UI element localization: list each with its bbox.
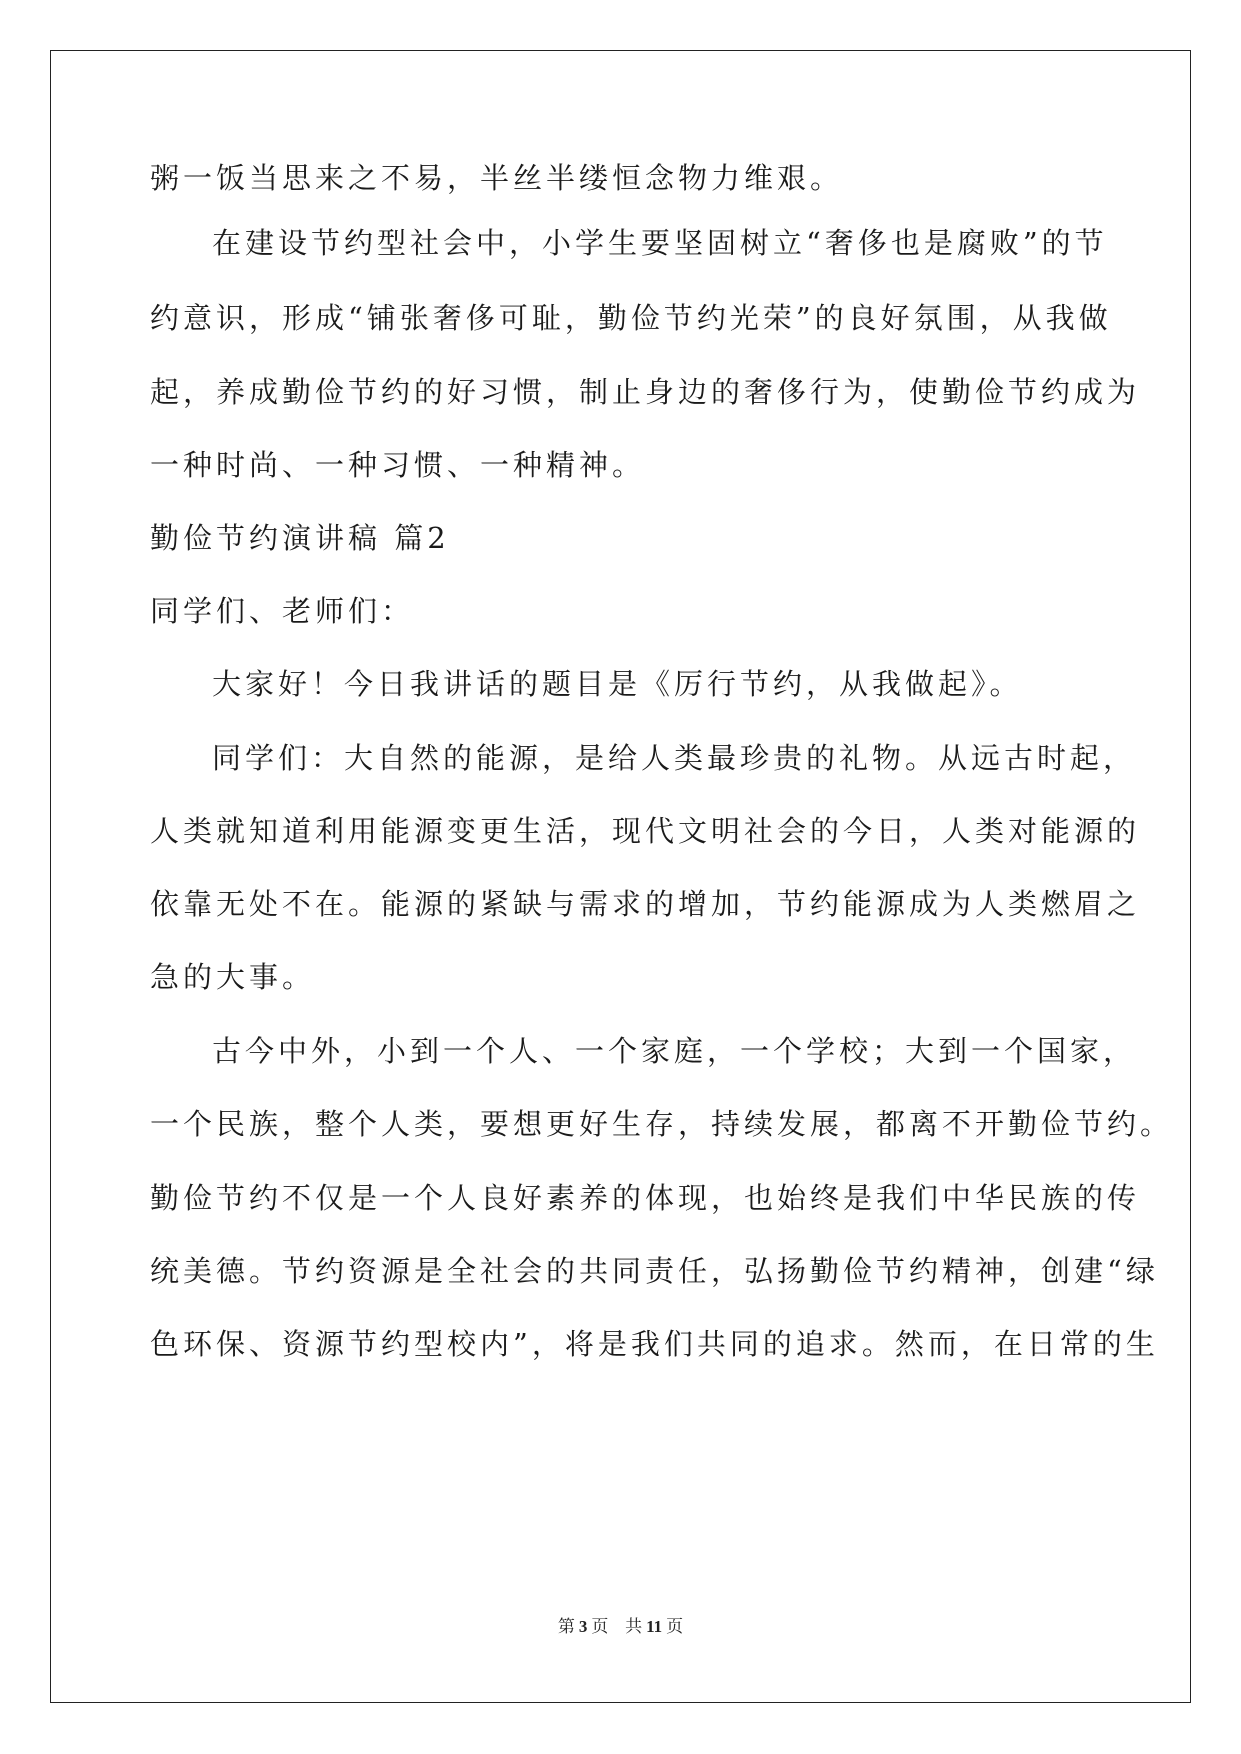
paragraph-line: 同学们：大自然的能源，是给人类最珍贵的礼物。从远古时起，	[212, 741, 1137, 775]
text-line: 一个民族，整个人类，要想更好生存，持续发展，都离不开勤俭节约。	[150, 1107, 1174, 1141]
paragraph-line: 在建设节约型社会中，小学生要坚固树立“奢侈也是腐败”的节	[212, 226, 1108, 260]
text-line: 一种时尚、一种习惯、一种精神。	[150, 448, 646, 482]
text-line: 粥一饭当思来之不易，半丝半缕恒念物力维艰。	[150, 161, 844, 195]
text-line: 依靠无处不在。能源的紧缺与需求的增加，节约能源成为人类燃眉之	[150, 887, 1141, 921]
page-total-prefix: 共	[625, 1617, 643, 1636]
text-line: 约意识，形成“铺张奢侈可耻，勤俭节约光荣”的良好氛围，从我做	[150, 301, 1112, 335]
page-number-suffix: 页	[591, 1617, 609, 1636]
page-total-count: 11	[646, 1617, 663, 1636]
page-number-prefix: 第	[557, 1617, 575, 1636]
page-footer	[0, 1612, 1241, 1637]
text-line: 起，养成勤俭节约的好习惯，制止身边的奢侈行为，使勤俭节约成为	[150, 375, 1141, 409]
page-total-suffix: 页	[666, 1617, 684, 1636]
text-line: 人类就知道利用能源变更生活，现代文明社会的今日，人类对能源的	[150, 814, 1141, 848]
text-line: 统美德。节约资源是全社会的共同责任，弘扬勤俭节约精神，创建“绿	[150, 1254, 1159, 1288]
section-heading: 勤俭节约演讲稿 篇2	[150, 521, 450, 555]
salutation: 同学们、老师们：	[150, 594, 415, 628]
page-number-current: 3	[578, 1617, 588, 1636]
text-line: 色环保、资源节约型校内”，将是我们共同的追求。然而，在日常的生	[150, 1327, 1159, 1361]
text-line: 急的大事。	[150, 960, 316, 994]
text-line: 勤俭节约不仅是一个人良好素养的体现，也始终是我们中华民族的传	[150, 1181, 1141, 1215]
paragraph-line: 古今中外，小到一个人、一个家庭，一个学校；大到一个国家，	[212, 1034, 1137, 1068]
paragraph-line: 大家好！今日我讲话的题目是《厉行节约，从我做起》。	[212, 667, 1023, 701]
